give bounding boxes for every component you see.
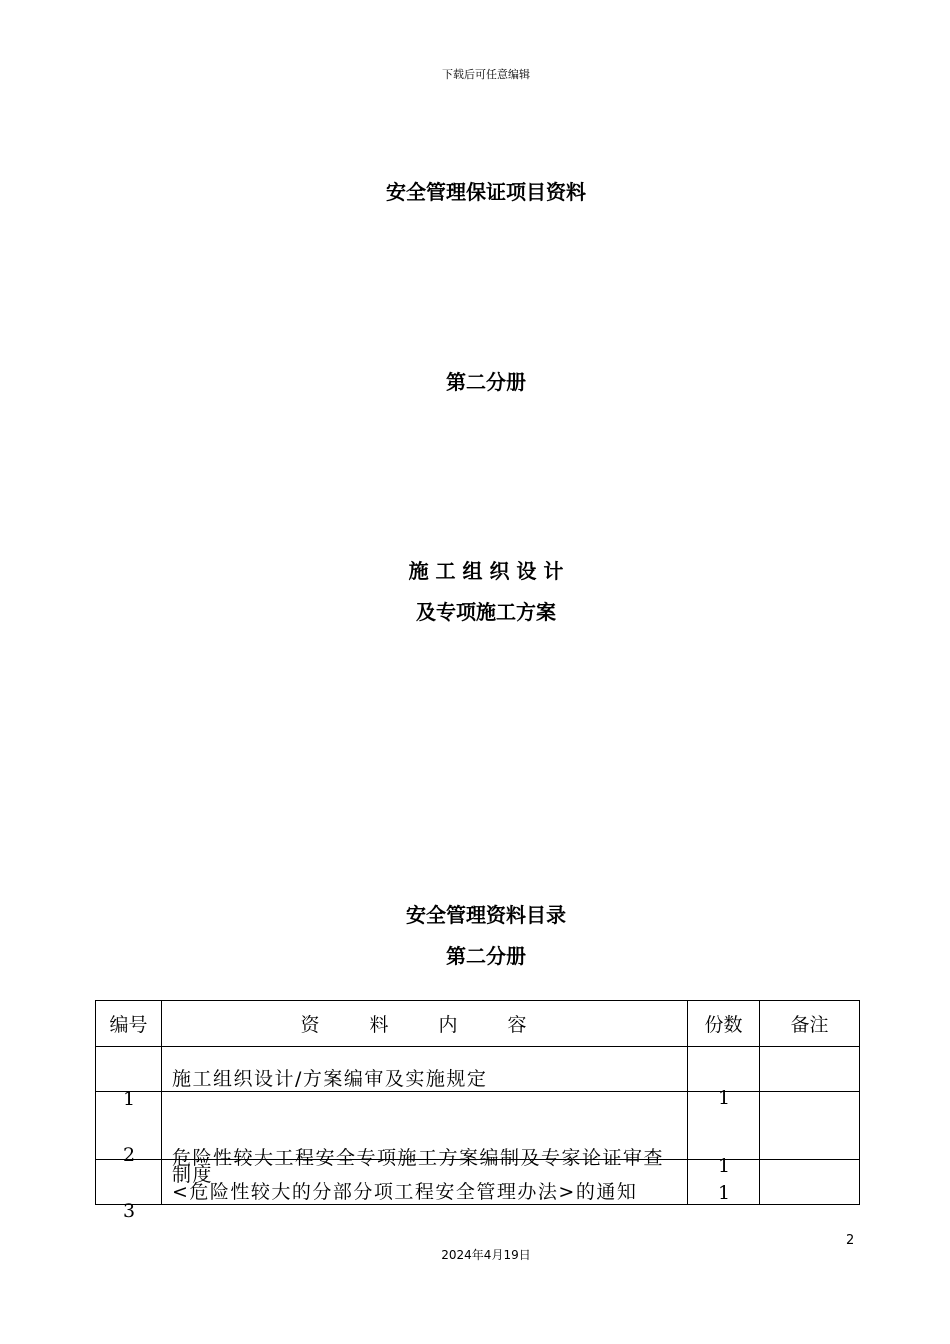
- row-content: 施工组织设计/方案编审及实施规定: [172, 1068, 488, 1090]
- row-no: 3: [122, 1200, 136, 1222]
- table-row: [96, 1047, 860, 1092]
- row-content: <危险性较大的分部分项工程安全管理办法>的通知: [172, 1181, 638, 1203]
- toc-volume: 第二分册: [446, 944, 526, 968]
- footer-date: 2024年4月19日: [441, 1248, 531, 1262]
- table-header-row: [96, 1001, 860, 1047]
- toc-table: [95, 1000, 860, 1222]
- row-count: 1: [717, 1154, 731, 1177]
- document-title: 安全管理保证项目资料: [386, 180, 586, 204]
- row-content: 危险性较大工程安全专项施工方案编制及专家论证审查制度: [172, 1146, 665, 1186]
- toc-title: 安全管理资料目录: [406, 903, 566, 927]
- header-note: 下载后可任意编辑: [442, 68, 530, 81]
- header-remark: 备注: [760, 1001, 860, 1047]
- row-no: 2: [122, 1143, 136, 1166]
- header-content: 资 料 内 容: [162, 1001, 688, 1047]
- volume-label: 第二分册: [446, 370, 526, 394]
- row-no: 1: [122, 1088, 136, 1110]
- page-number: 2: [846, 1233, 855, 1248]
- row-count: 1: [717, 1087, 731, 1109]
- subtitle-line-2: 及专项施工方案: [416, 600, 556, 624]
- header-count: 份数: [688, 1001, 760, 1047]
- subtitle-line-1: 施 工 组 织 设 计: [408, 559, 564, 583]
- header-no: 编号: [96, 1001, 162, 1047]
- row-count: 1: [717, 1182, 731, 1204]
